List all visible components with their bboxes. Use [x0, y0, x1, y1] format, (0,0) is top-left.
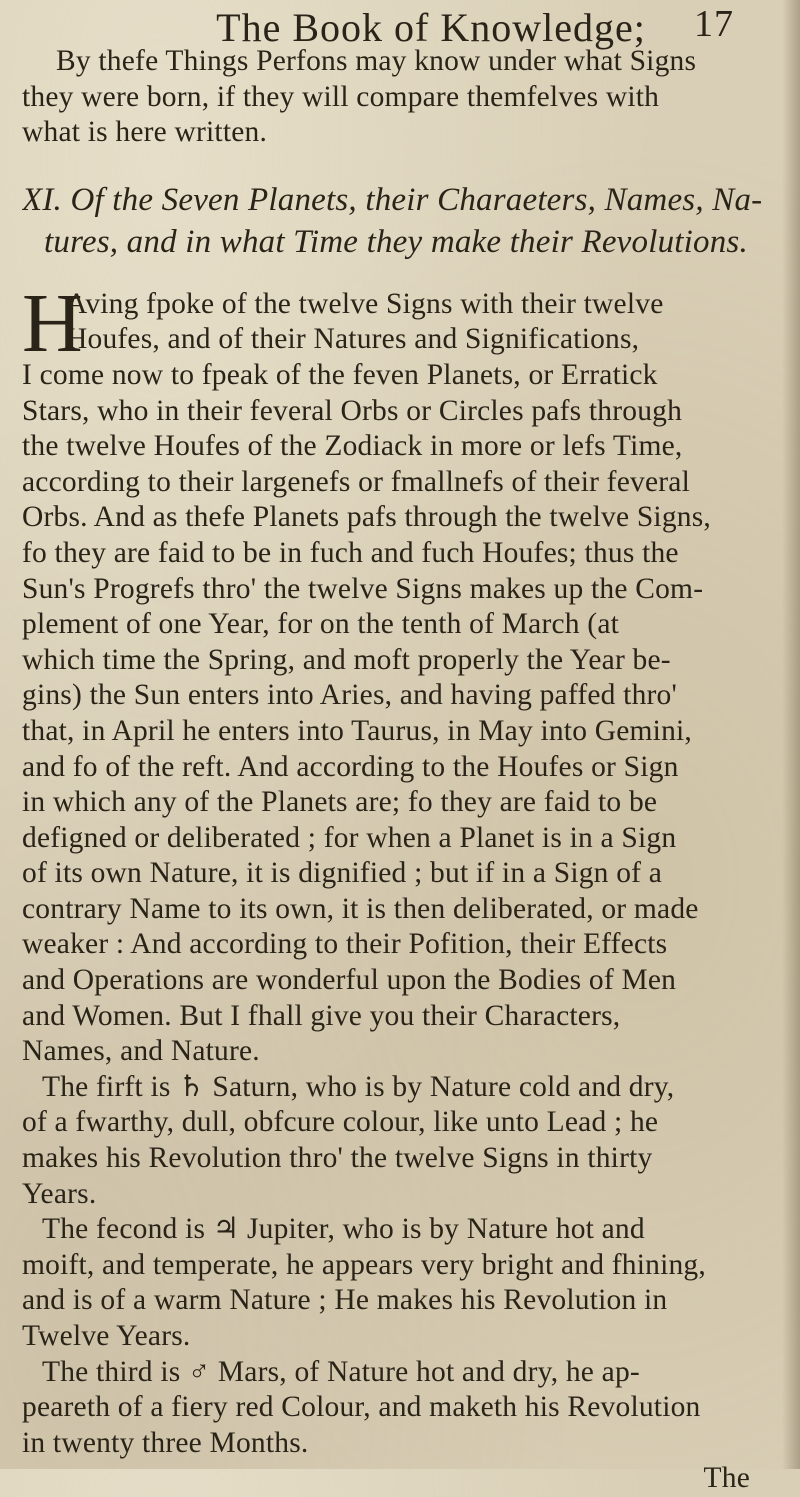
body-line: defigned or deliberated ; for when a Planet is in a Sign: [22, 821, 677, 854]
chapter-heading: [22, 179, 770, 263]
body-line: fo they are faid to be in fuch and fuch Houfes; thus the: [22, 536, 679, 569]
body-line: the twelve Houfes of the Zodiack in more or lefs Time,: [22, 430, 683, 463]
chapter-body: [22, 276, 770, 1497]
paragraph-jupiter: [22, 1212, 770, 1354]
body-line: peareth of a fiery red Colour, and maketh his Revolution: [22, 1391, 701, 1424]
paragraph-mars: [22, 1355, 770, 1462]
body-line: and Women. But I fhall give you their Characters,: [22, 999, 621, 1032]
intro-line: what is here written.: [22, 116, 268, 149]
body-line: plement of one Year, for on the tenth of March (at: [22, 608, 620, 641]
body-line: The third is ♂ Mars, of Nature hot and dry, he ap-: [42, 1355, 640, 1388]
running-title: The Book of Knowledge;: [216, 5, 646, 50]
body-line: Twelve Years.: [22, 1320, 191, 1352]
body-line: of its own Nature, it is dignified ; but if in a Sign of a: [22, 857, 663, 890]
body-line: according to their largenefs or fmallnefs of their feveral: [22, 465, 690, 498]
body-line: which time the Spring, and moft properly the Year be-: [22, 643, 671, 676]
intro-paragraph: [22, 44, 770, 151]
body-line: gins) the Sun enters into Aries, and having paffed thro': [22, 679, 678, 712]
intro-line: they were born, if they will compare themfelves with: [22, 80, 660, 113]
paragraph-saturn: [22, 1070, 770, 1212]
body-line: Names, and Nature.: [22, 1035, 260, 1068]
body-line: The fecond is ♃ Jupiter, who is by Nature hot and: [42, 1213, 645, 1246]
running-header: [22, 0, 770, 50]
body-line: of a fwarthy, dull, obfcure colour, like unto Lead ; he: [22, 1106, 659, 1139]
body-line: Sun's Progrefs thro' the twelve Signs makes up the Com-: [22, 572, 704, 605]
page-edge-shadow: [782, 0, 800, 1469]
page-number: 17: [694, 3, 734, 45]
body-line: Years.: [22, 1177, 97, 1210]
body-line: contrary Name to its own, it is then deliberated, or made: [22, 892, 699, 925]
body-line: and Operations are wonderful upon the Bodies of Men: [22, 964, 677, 997]
body-line: I come now to fpeak of the feven Planets, or Erratick: [22, 358, 658, 391]
body-line: and fo of the reft. And according to the Houfes or Sign: [22, 750, 679, 783]
intro-line: By thefe Things Perfons may know under what Signs: [56, 45, 697, 77]
catchword: The: [703, 1462, 750, 1495]
body-line: The firft is ♄ Saturn, who is by Nature cold and dry,: [42, 1070, 675, 1103]
body-line: makes his Revolution thro' the twelve Signs in thirty: [22, 1142, 653, 1175]
chapter-heading-line: XI. Of the Seven Planets, their Charaeters, Names, Na-: [22, 181, 763, 218]
body-line: Stars, who in their feveral Orbs or Circles pafs through: [22, 394, 683, 427]
body-line: that, in April he enters into Taurus, in May into Gemini,: [22, 714, 692, 747]
chapter-heading-line: tures, and in what Time they make their Revolutions.: [44, 223, 748, 260]
body-line: and is of a warm Nature ; He makes his Revolution in: [22, 1284, 668, 1317]
body-line: weaker : And according to their Pofition, their Effects: [22, 928, 668, 961]
dropcap-letter: H: [22, 276, 83, 370]
body-line: Houfes, and of their Natures and Significations,: [66, 323, 640, 356]
body-line: Aving fpoke of the twelve Signs with their twelve: [66, 287, 664, 320]
body-line: in which any of the Planets are; fo they are faid to be: [22, 786, 658, 819]
body-line: moift, and temperate, he appears very bright and fhining,: [22, 1248, 706, 1281]
body-line: in twenty three Months.: [22, 1426, 309, 1459]
dropcap-block: [22, 276, 770, 370]
body-line: Orbs. And as thefe Planets pafs through the twelve Signs,: [22, 501, 711, 534]
